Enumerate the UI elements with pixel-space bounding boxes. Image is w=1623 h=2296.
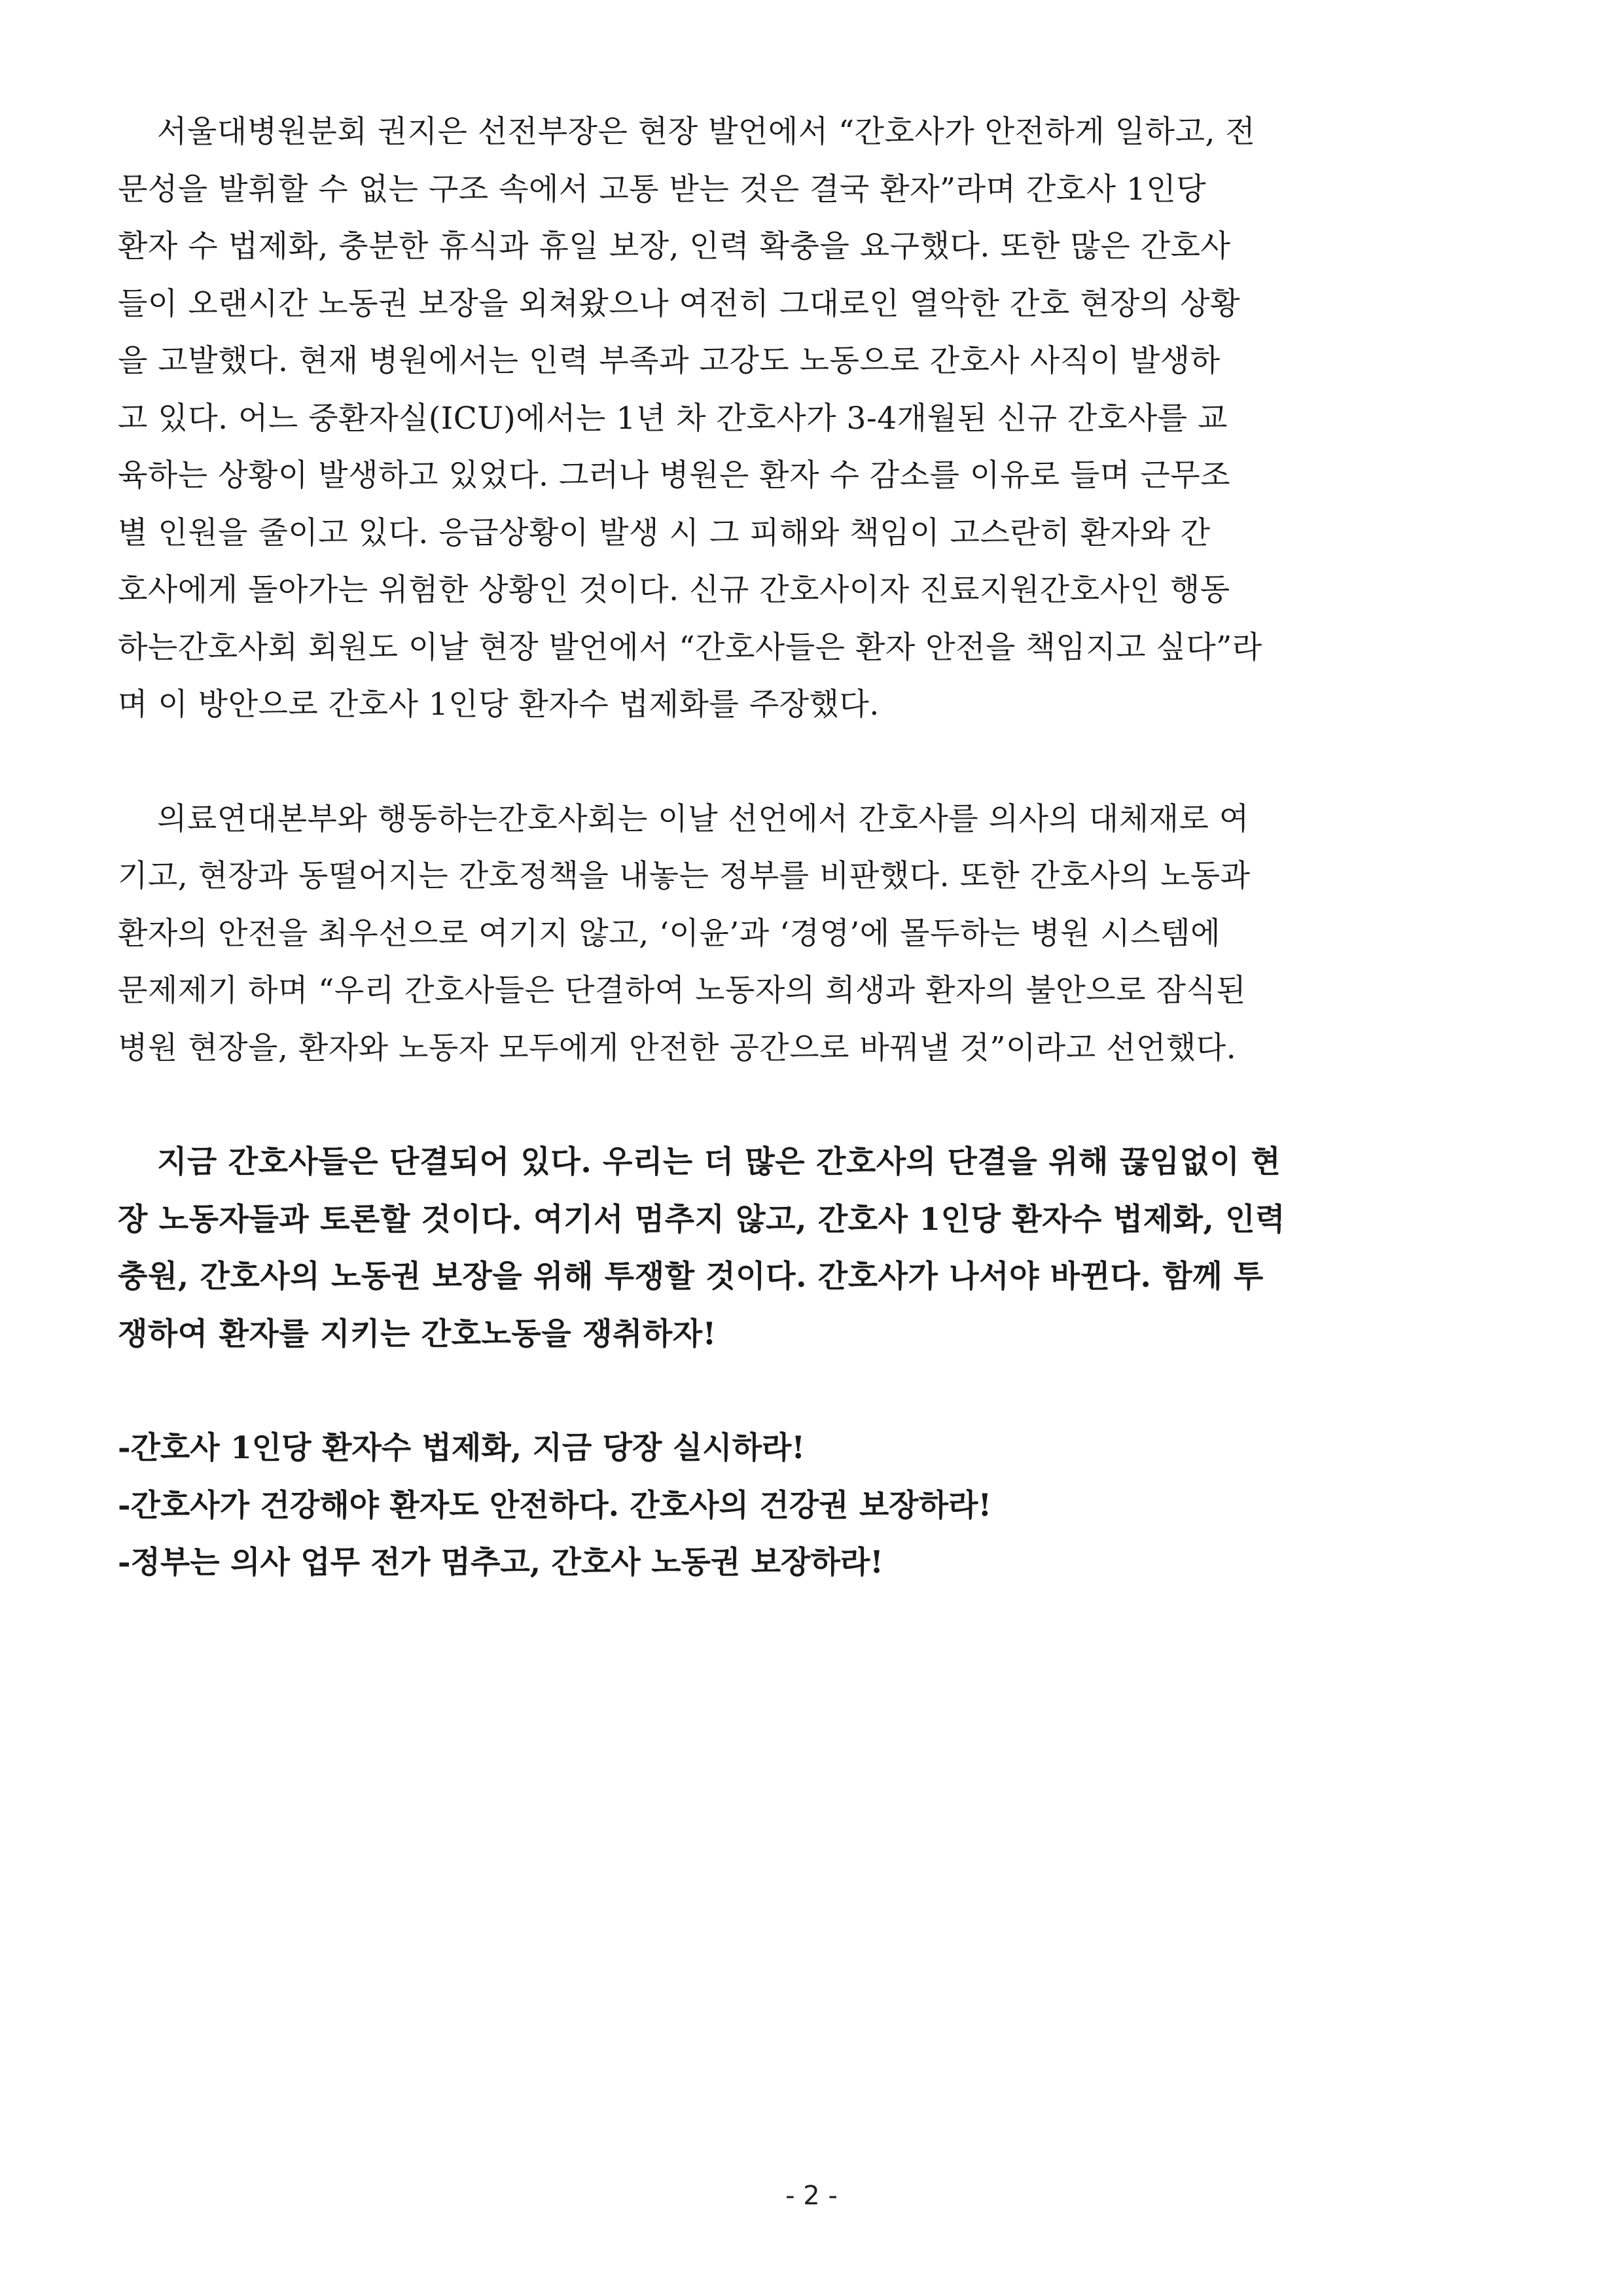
paragraph-solidarity: 지금 간호사들은 단결되어 있다. 우리는 더 많은 간호사의 단결을 위해 끊임없이 현 장 노동자들과 토론할 것이다. 여기서 멈추지 않고, 간호사 1인당 환자수 법제화, 인력 충원, 간호사의 노동권 보장을 위해 투쟁할 것이다. 간호사가 나서야 바뀐다. 함께 투 쟁하여 환자를 지키는 간호노동을 쟁취하자! <box>118 1144 1286 1352</box>
slogan-list <box>118 1420 1502 1592</box>
paragraph-declaration: 의료연대본부와 행동하는간호사회는 이날 선언에서 간호사를 의사의 대체재로 여 기고, 현장과 동떨어지는 간호정책을 내놓는 정부를 비판했다. 또한 간호사의 노동과 환자의 안전을 최우선으로 여기지 않고, ‘이윤’과 ‘경영’에 몰두하는 병원 시스템에 문제제기 하며 “우리 간호사들은 단결하여 노동자의 희생과 환자의 불안으로 잠식된 병원 현장을, 환자와 노동자 모두에게 안전한 공간으로 바꿔낼 것”이라고 선언했다. <box>118 800 1251 1066</box>
slogan-item: -정부는 의사 업무 전가 멈추고, 간호사 노동권 보장하라! <box>118 1545 883 1581</box>
document-body <box>118 103 1502 1602</box>
page-number: - 2 - <box>785 2181 838 2211</box>
slogan-item: -간호사가 건강해야 환자도 안전하다. 간호사의 건강권 보장하라! <box>118 1487 992 1524</box>
slogan-item: -간호사 1인당 환자수 법제화, 지금 당장 실시하라! <box>118 1430 806 1466</box>
paragraph-seoul-hospital-statement: 서울대병원분회 권지은 선전부장은 현장 발언에서 “간호사가 안전하게 일하고, 전 문성을 발휘할 수 없는 구조 속에서 고통 받는 것은 결국 환자”라며 간호사 1인당 환자 수 법제화, 충분한 휴식과 휴일 보장, 인력 확충을 요구했다. 또한 많은 간호사 들이 오랜시간 노동권 보장을 외쳐왔으나 여전히 그대로인 열악한 간호 현장의 상황 을 고발했다. 현재 병원에서는 인력 부족과 고강도 노동으로 간호사 사직이 발생하 고 있다. 어느 중환자실(ICU)에서는 1년 차 간호사가 3-4개월된 신규 간호사를 교 육하는 상황이 발생하고 있었다. 그러나 병원은 환자 수 감소를 이유로 들며 근무조 별 인원을 줄이고 있다. 응급상황이 발생 시 그 피해와 책임이 고스란히 환자와 간 호사에게 돌아가는 위험한 상황인 것이다. 신규 간호사이자 진료지원간호사인 행동 하는간호사회 회원도 이날 현장 발언에서 “간호사들은 환자 안전을 책임지고 싶다”라 며 이 방안으로 간호사 1인당 환자수 법제화를 주장했다. <box>118 114 1262 723</box>
